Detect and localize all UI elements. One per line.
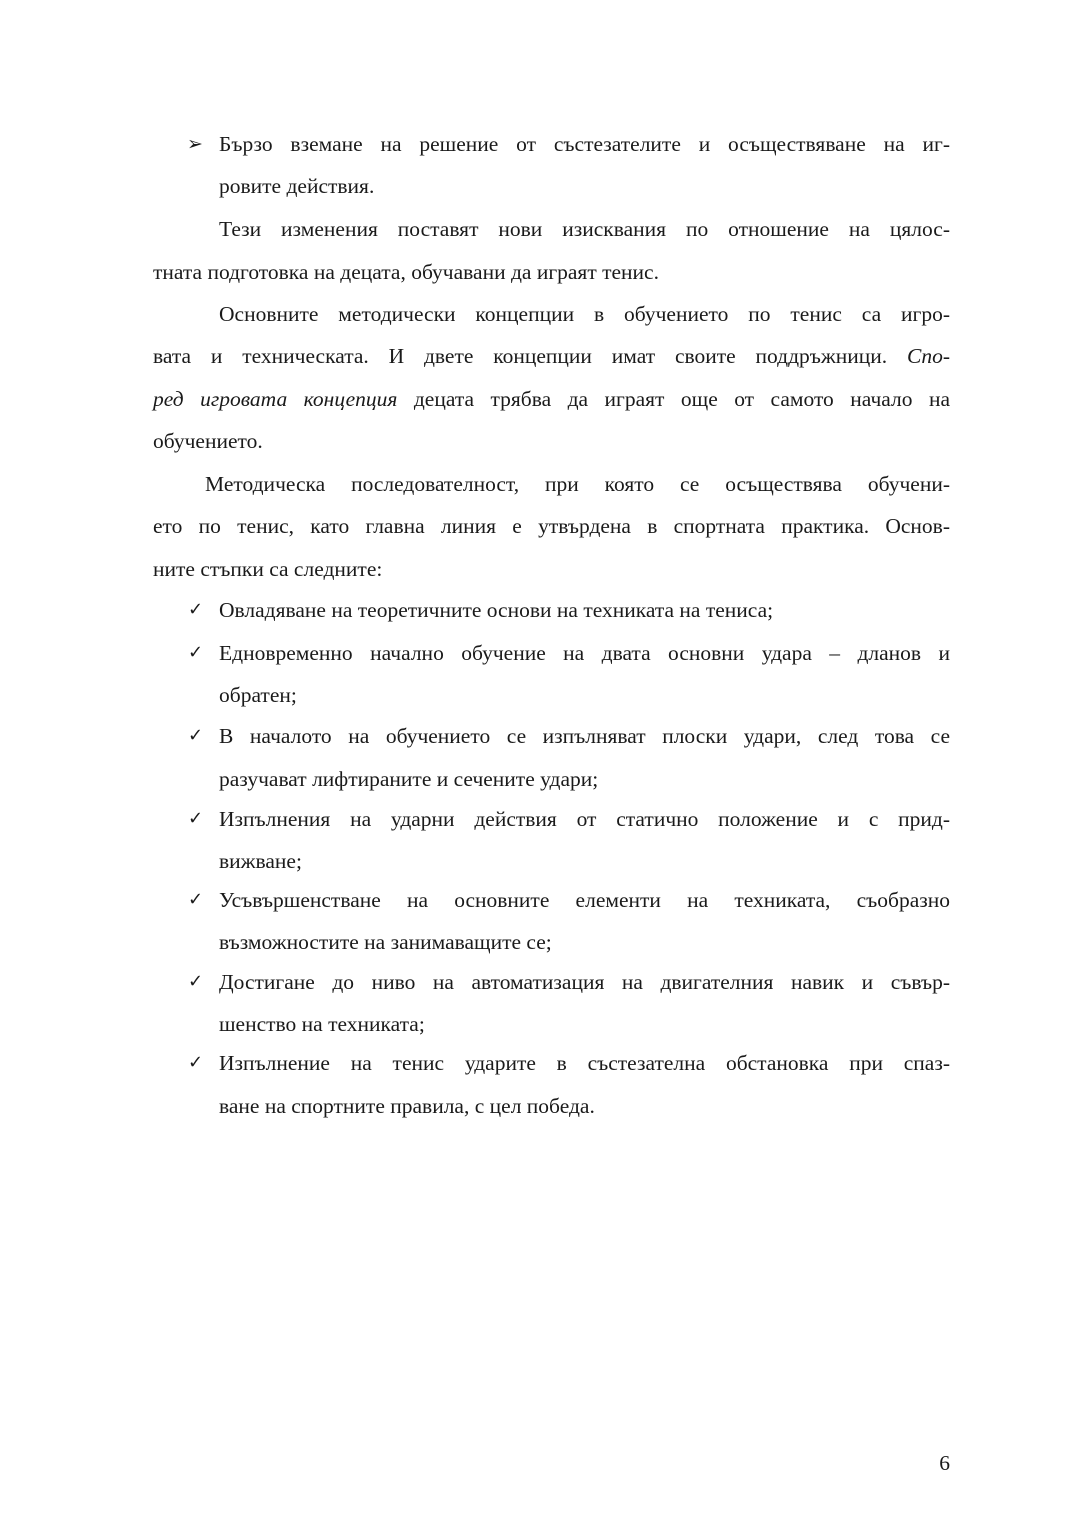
paragraph-3-line-2: ето по тенис, като главна линия е утвърдена в спортната практика. Основ- [153, 514, 950, 538]
check-icon: ✓ [188, 599, 204, 620]
paragraph-2-italic-start: Спо- [907, 344, 950, 368]
paragraph-2-line-2 [153, 342, 950, 370]
bullet-top-line-1: Бързо вземане на решение от състезателите и осъществяване на иг- [219, 132, 950, 156]
checklist-item-4-line-1: Изпълнения на ударни действия от статично положение и с прид- [219, 807, 950, 831]
check-icon: ✓ [188, 725, 204, 746]
paragraph-2-line-4: обучението. [153, 429, 263, 453]
checklist-item-6-line-1: Достигане до ниво на автоматизация на двигателния навик и съвър- [219, 970, 950, 994]
check-icon: ✓ [188, 1052, 204, 1073]
paragraph-3-line-3: ните стъпки са следните: [153, 557, 383, 581]
bullet-top-line-2: ровите действия. [219, 174, 375, 198]
check-icon: ✓ [188, 971, 204, 992]
page-number: 6 [939, 1451, 950, 1475]
checklist-item-6-line-2: шенство на техниката; [219, 1012, 425, 1036]
paragraph-2-line-2-text: вата и техническата. И двете концепции имат своите поддръжници. [153, 344, 888, 368]
checklist-item-7-line-1: Изпълнение на тенис ударите в състезателна обстановка при спаз- [219, 1051, 950, 1075]
checklist-item-5-line-2: възможностите на занимаващите се; [219, 930, 552, 954]
check-icon: ✓ [188, 808, 204, 829]
arrow-bullet-icon: ➢ [187, 133, 203, 155]
checklist-item-5-line-1: Усъвършенстване на основните елементи на техниката, съобразно [219, 888, 950, 912]
checklist-item-4-line-2: вижване; [219, 849, 302, 873]
paragraph-2-line-1: Основните методически концепции в обучението по тенис са игро- [219, 302, 950, 326]
checklist-item-1-line-1: Овладяване на теоретичните основи на техниката на тениса; [219, 598, 774, 622]
paragraph-1-line-1: Тези изменения поставят нови изисквания по отношение на цялос- [219, 217, 950, 241]
checklist-item-7-line-2: ване на спортните правила, с цел победа. [219, 1094, 595, 1118]
paragraph-2-italic-phrase: ред игровата концепция [153, 387, 398, 411]
paragraph-3-line-1: Методическа последователност, при която се осъществява обучени- [205, 472, 950, 496]
checklist-item-2-line-1: Едновременно начално обучение на двата основни удара – дланов и [219, 641, 950, 665]
check-icon: ✓ [188, 889, 204, 910]
checklist-item-3-line-2: разучават лифтираните и сечените удари; [219, 767, 599, 791]
paragraph-2-line-3-text: децата трябва да играят още от самото начало на [413, 387, 950, 411]
checklist-item-2-line-2: обратен; [219, 683, 297, 707]
check-icon: ✓ [188, 642, 204, 663]
paragraph-2-line-3 [153, 385, 950, 413]
checklist-item-3-line-1: В началото на обучението се изпълняват плоски удари, след това се [219, 724, 950, 748]
paragraph-1-line-2: тната подготовка на децата, обучавани да играят тенис. [153, 260, 659, 284]
